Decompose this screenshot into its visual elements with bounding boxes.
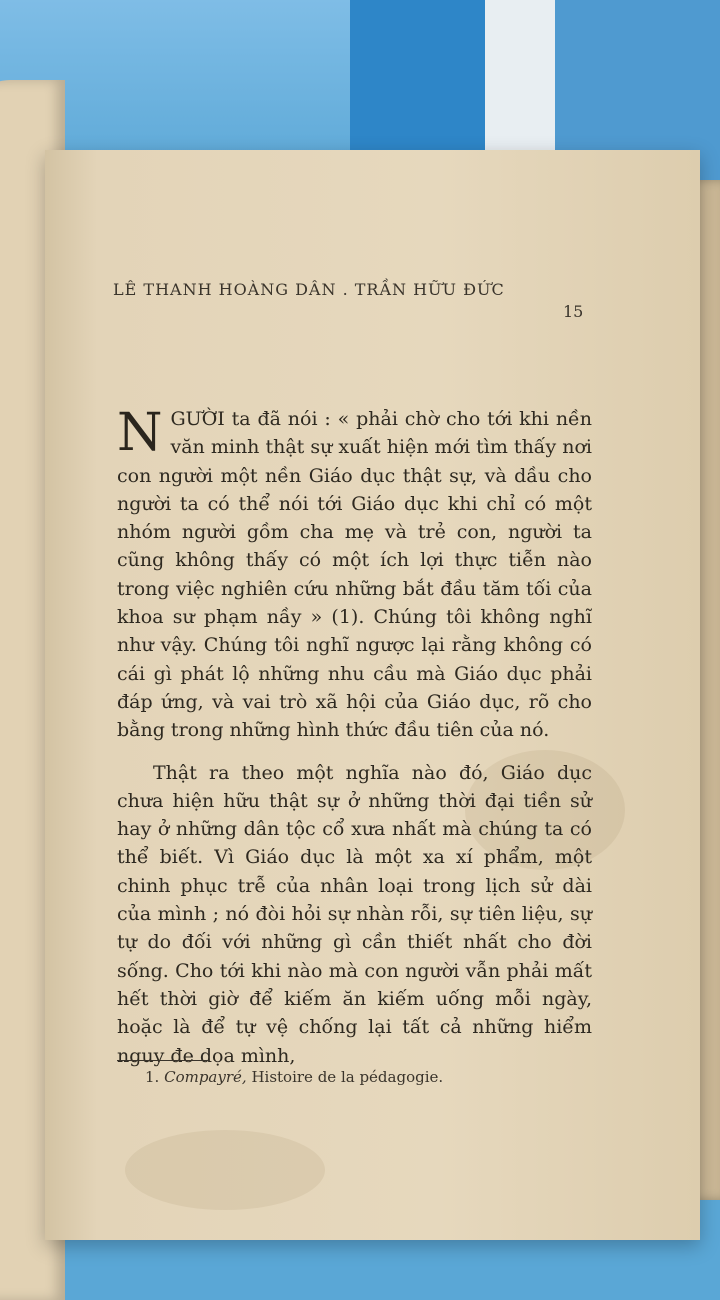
running-head: LÊ THANH HOÀNG DÂN . TRẦN HỮU ĐỨC	[113, 280, 505, 299]
paragraph-1-text: GƯỜI ta đã nói : « phải chờ cho tới khi nền văn minh thật sự xuất hiện mới tìm thấy nơi con người một nền Giáo dục thật sự, và dầu cho người ta có thể nói tới Giáo dục khi chỉ có một nhóm người gồm cha mẹ và trẻ con, người ta cũng không thấy có một ích lợi thực tiễn nào trong việc nghiên cứu những bắt đầu tăm tối của khoa sư phạm nầy » (1). Chúng tôi không nghĩ như vậy. Chúng tôi nghĩ ngược lại rằng không có cái gì phát lộ những nhu cầu mà Giáo dục phải đáp ứng, và vai trò xã hội của Giáo dục, rõ cho bằng trong những hình thức đầu tiên của nó.	[117, 408, 592, 742]
footnote-divider	[117, 1060, 209, 1061]
paragraph-1	[117, 405, 592, 745]
background-blue-panel	[350, 0, 485, 170]
page-number: 15	[563, 302, 584, 321]
footnote	[145, 1068, 575, 1086]
paragraph-2: Thật ra theo một nghĩa nào đó, Giáo dục chưa hiện hữu thật sự ở những thời đại tiền sử hay ở những dân tộc cổ xưa nhất mà chúng ta có thể biết. Vì Giáo dục là một xa xí phẩm, một chinh phục trễ của nhân loại trong lịch sử dài của mình ; nó đòi hỏi sự nhàn rỗi, sự tiên liệu, sự tự do đối với những gì cần thiết nhất cho đời sống. Cho tới khi nào mà con người vẫn phải mất hết thời giờ để kiếm ăn kiếm uống mỗi ngày, hoặc là để tự vệ chống lại tất cả những hiểm nguy đe dọa mình,	[117, 761, 592, 1067]
drop-cap: N	[117, 403, 163, 463]
paper-stain	[125, 1130, 325, 1210]
footnote-author: Compayré,	[164, 1068, 247, 1086]
book-page	[45, 150, 700, 1240]
background-white-strip	[485, 0, 555, 175]
footnote-number: 1.	[145, 1068, 160, 1086]
footnote-title: Histoire de la pédagogie.	[251, 1068, 444, 1086]
body-text	[117, 405, 592, 1070]
